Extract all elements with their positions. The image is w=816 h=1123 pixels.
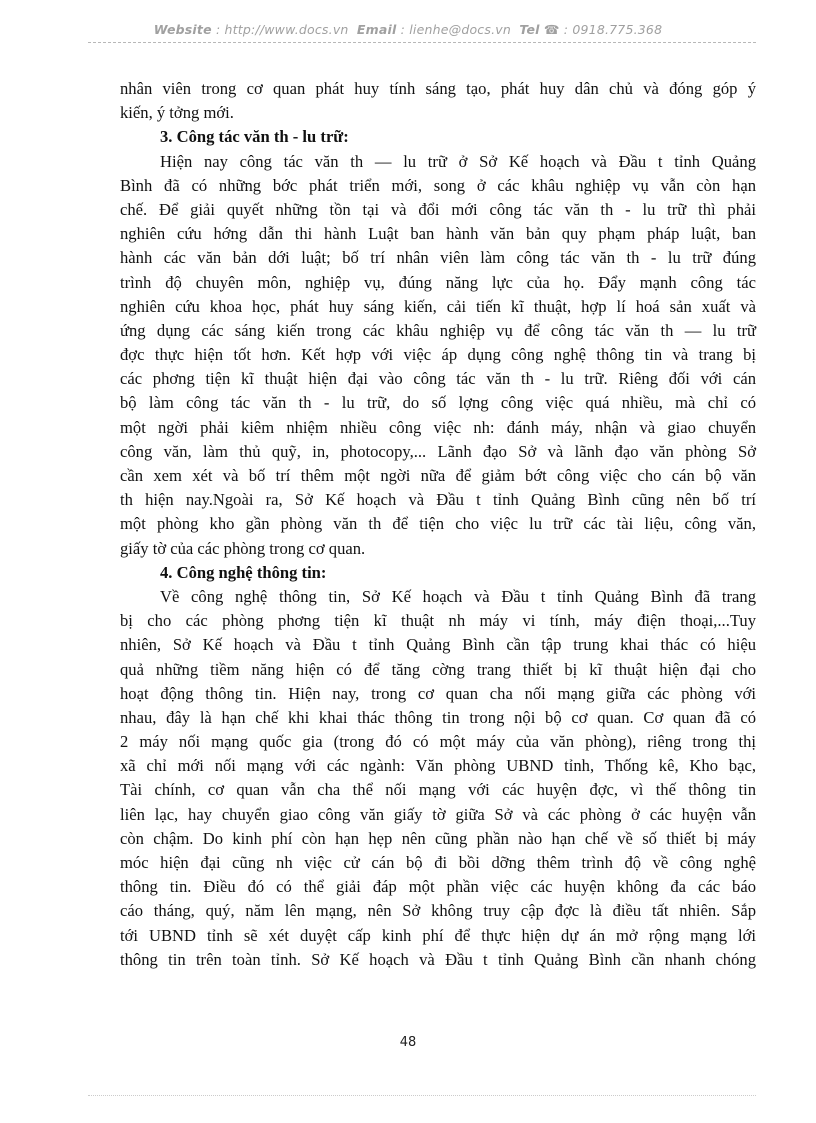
text-line: bộ làm công tác văn th - lu trữ, do số lợng công việc quá nhiều, mà chỉ có [120,393,756,413]
text-line: kiến, ý tởng mới. [120,103,234,123]
text-line: Tài chính, cơ quan vẫn cha thể nối mạng với các huyện đợc, vì thế thông tin [120,780,756,800]
text-line: hoạt động thông tin. Hiện nay, trong cơ quan cha nối mạng giữa các phòng với [120,683,756,703]
text-line: hành các văn bản dới luật; bố trí nhân viên làm công tác văn th - lu trữ đúng [120,248,756,268]
text-line: nghiên cứu hớng dẫn thi hành Luật ban hành văn bản quy phạm pháp luật, ban [120,224,756,244]
text-line: xã chỉ mới nối mạng với các ngành: Văn phòng UBND tỉnh, Thống kê, Kho bạc, [120,756,756,776]
text-line: th hiện nay.Ngoài ra, Sở Kế hoạch và Đầu t tỉnh Quảng Bình cũng nên bố trí [120,490,756,510]
document-body [120,77,756,972]
header-email-label: Email [356,22,397,37]
text-line: còn chậm. Do kinh phí còn hạn hẹp nên cũng phần nào hạn chế về số thiết bị máy [120,828,756,848]
text-line: trình độ chuyên môn, nghiệp vụ, đúng năng lực của họ. Đẩy mạnh công tác [120,272,756,292]
text-line: bị cho các phòng phơng tiện kĩ thuật nh máy vi tính, máy điện thoại,...Tuy [120,611,756,631]
text-line: thông tin trên toàn tỉnh. Sở Kế hoạch và Đầu t tỉnh Quảng Bình cần nhanh chóng [120,949,756,969]
footer-divider [88,1095,756,1096]
text-line: thông tin. Điều đó có thể giải đáp một phần việc các huyện không đa các báo [120,877,756,897]
section-heading: 3. Công tác văn th - lu trữ: [160,127,349,147]
text-line: cáo tháng, quý, năm lên mạng, nên Sở không truy cập đợc là điều tất nhiên. Sắp [120,901,756,921]
text-line: công văn, làm thủ quỹ, in, photocopy,... Lãnh đạo Sở và lãnh đạo văn phòng Sở [120,441,756,461]
text-line: một ngời phải kiêm nhiệm nhiều công việc nh: đánh máy, nhận và giao chuyển [120,417,756,437]
header-email-value: : lienhe@docs.vn [400,22,511,37]
text-line: móc hiện đại cũng nh việc cử cán bộ đi bồi dỡng thêm trình độ về công nghệ [120,853,756,872]
header-tel-value: ☎ : 0918.775.368 [543,22,663,37]
header-tel-label: Tel [519,22,540,37]
header-website-value: : http://www.docs.vn [215,22,349,37]
section-heading: 4. Công nghệ thông tin: [160,562,327,582]
text-line: giấy tờ của các phòng trong cơ quan. [120,538,366,558]
text-line: nhiên, Sở Kế hoạch và Đầu t tỉnh Quảng Bình cần tập trung khai thác có hiệu [120,635,756,655]
text-line: nhân viên trong cơ quan phát huy tính sáng tạo, phát huy dân chủ và đóng góp ý [120,79,756,98]
text-line: đợc thực hiện tốt hơn. Kết hợp với việc áp dụng công nghệ thông tin và trang bị [120,345,756,365]
text-line: Về công nghệ thông tin, Sở Kế hoạch và Đầu t tỉnh Quảng Bình đã trang [160,586,756,606]
text-line: các phơng tiện kĩ thuật hiện đại vào công tác văn th - lu trữ. Riêng đối với cán [120,369,756,389]
text-line: chế. Để giải quyết những tồn tại và đổi mới công tác văn th - lu trữ thì phải [120,199,756,219]
text-line: nhau, đây là hạn chế khi khai thác thông tin trong nội bộ cơ quan. Cơ quan đã có [120,707,756,727]
text-line: một phòng kho gần phòng văn th để tiện cho việc lu trữ các tài liệu, công văn, [120,514,756,534]
text-line: cần xem xét và bố trí thêm một ngời nữa để giảm bớt công việc cho cán bộ văn [120,466,756,485]
text-line: tới UBND tỉnh sẽ xét duyệt cấp kinh phí để thực hiện dự án mở rộng mạng lới [120,925,756,945]
text-line: Bình đã có những bớc phát triển mới, song ở các khâu nghiệp vụ vẫn còn hạn [120,175,756,195]
page-header [0,22,816,37]
text-line: ứng dụng các sáng kiến trong các khâu nghiệp vụ để công tác văn th — lu trữ [120,320,756,340]
page-number: 48 [399,1035,417,1050]
header-divider [88,42,756,43]
text-line: quả những tiềm năng hiện có để tăng cờng trang thiết bị kĩ thuật hiện đại cho [120,659,756,679]
text-line: nghiên cứu khoa học, phát huy sáng kiến, cải tiến kĩ thuật, hợp lí hoá sản xuất và [120,296,756,316]
header-website-label: Website [153,22,212,37]
text-line: 2 máy nối mạng quốc gia (trong đó có một máy của văn phòng), riêng trong thị [120,732,756,752]
text-line: liên lạc, hay chuyển giao công văn giấy tờ giữa Sở và các phòng ở các huyện vẫn [120,804,756,824]
text-line: Hiện nay công tác văn th — lu trữ ở Sở Kế hoạch và Đầu t tỉnh Quảng [160,151,756,171]
